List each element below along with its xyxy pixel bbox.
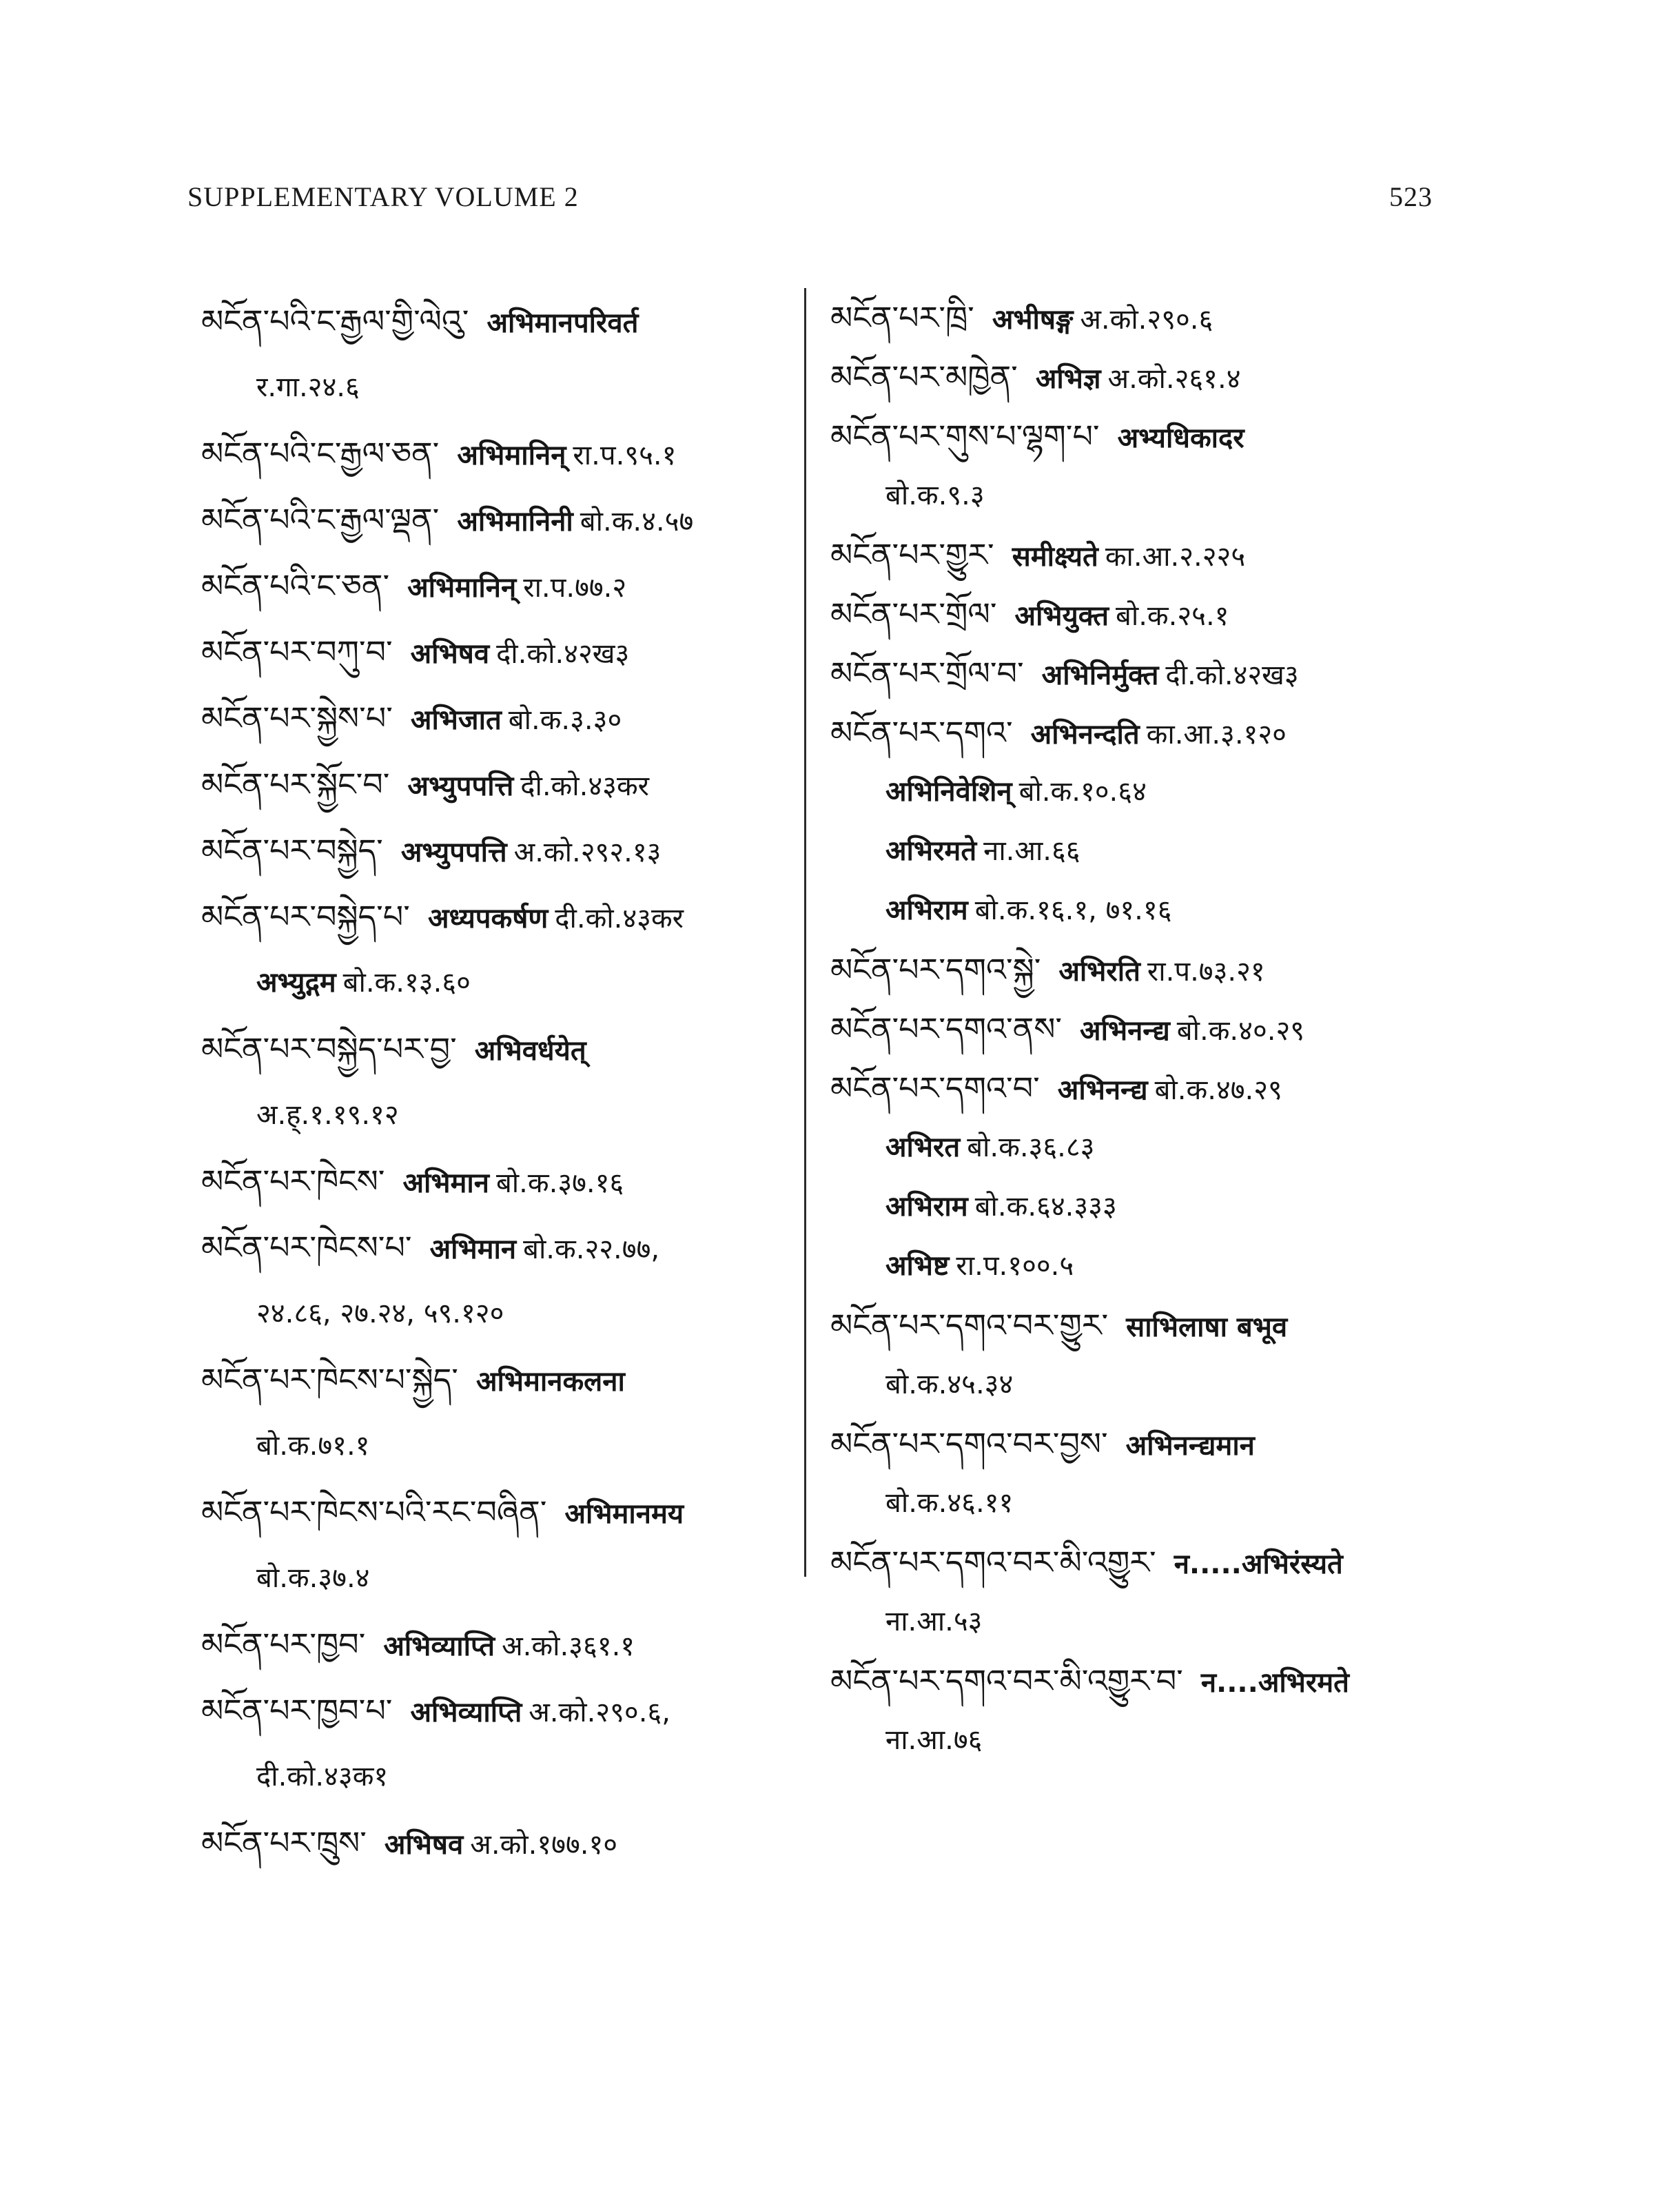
page-number: 523 <box>1389 181 1433 212</box>
source-reference: ना.आ.६६ <box>983 835 1080 867</box>
source-reference: बो.क.४६.११ <box>885 1487 1014 1519</box>
source-reference: अ.को.३६१.१ <box>502 1631 635 1662</box>
tibetan-headword: མངོན་པར་ཁེངས་པ་ <box>201 1229 412 1266</box>
sanskrit-equivalent: अभिनन्दति <box>1030 719 1140 750</box>
tibetan-headword: མངོན་པར་དགའ་བར་གྱུར་ <box>830 1307 1109 1344</box>
dictionary-entry <box>201 619 794 685</box>
source-reference: बो.क.३७.१६ <box>495 1167 624 1199</box>
sanskrit-equivalent: अभिषव <box>384 1829 464 1861</box>
tibetan-headword: མངོན་པར་གྲོལ་བ་ <box>830 655 1024 692</box>
tibetan-headword: མངོན་པར་བཀུ་བ་ <box>201 633 393 671</box>
sanskrit-equivalent: अभिराम <box>885 1191 968 1223</box>
source-reference: बो.क.४०.२९ <box>1176 1015 1305 1047</box>
tibetan-headword: མངོན་པར་ཁེངས་ <box>201 1163 385 1200</box>
sanskrit-equivalent: अभिमानकलना <box>475 1366 625 1398</box>
source-reference: दी.को.४३कर <box>555 903 684 934</box>
entry-continuation <box>830 1177 1423 1236</box>
tibetan-headword: མངོན་པར་གུས་པ་ལྷག་པ་ <box>830 418 1100 455</box>
entry-continuation <box>201 354 794 420</box>
tibetan-headword: མངོན་པར་དགའ་ནས་ <box>830 1010 1063 1048</box>
dictionary-entry <box>201 1016 794 1082</box>
sanskrit-equivalent: अभिमान <box>429 1234 517 1265</box>
tibetan-headword: མངོན་པར་ཁྲུས་ <box>201 1824 367 1861</box>
dictionary-entry <box>201 420 794 487</box>
tibetan-headword: མངོན་པར་དགའ་སྐྱེ་ <box>830 951 1041 988</box>
sanskrit-equivalent: अभ्युपपत्ति <box>400 837 507 868</box>
tibetan-headword: མངོན་པར་ཁྱབ་ <box>201 1626 366 1663</box>
entry-continuation <box>830 466 1423 525</box>
sanskrit-equivalent: अभिनिवेशिन् <box>885 776 1012 808</box>
sanskrit-equivalent: न....अभिरमते <box>1200 1667 1349 1699</box>
source-reference: अ.को.१७७.१० <box>470 1829 618 1861</box>
dictionary-entry <box>201 817 794 883</box>
source-reference: दी.को.४३क१ <box>256 1761 389 1792</box>
sanskrit-equivalent: अभिरति <box>1058 956 1140 988</box>
source-reference: अ.को.२९०.६, <box>529 1697 670 1728</box>
entry-continuation <box>830 1355 1423 1414</box>
sanskrit-equivalent: अभिमानपरिवर्त <box>486 307 639 339</box>
dictionary-entry <box>201 1677 794 1744</box>
tibetan-headword: མངོན་པར་སྐྱོང་བ་ <box>201 766 390 803</box>
dictionary-entry <box>201 1148 794 1214</box>
dictionary-entry <box>201 487 794 553</box>
dictionary-entry <box>201 1810 794 1876</box>
dictionary-entry <box>830 703 1423 762</box>
sanskrit-equivalent: अभिवर्धयेत् <box>474 1035 586 1067</box>
sanskrit-equivalent: अभिमानिन् <box>457 440 566 471</box>
sanskrit-equivalent: अभिषव <box>410 638 490 670</box>
entry-continuation <box>201 1545 794 1611</box>
dictionary-entry <box>201 553 794 619</box>
source-reference: दी.को.४२ख३ <box>1165 660 1299 691</box>
sanskrit-equivalent: अभिमानिनी <box>457 506 573 538</box>
source-reference: अ.ह्.१.१९.१२ <box>256 1099 399 1131</box>
source-reference: रा.प.१००.५ <box>956 1250 1074 1282</box>
tibetan-headword: མངོན་པའི་ང་རྒྱལ་གྱི་ལེའུ་ <box>201 303 469 340</box>
entry-continuation <box>201 1413 794 1479</box>
source-reference: बो.क.३७.४ <box>256 1562 370 1594</box>
tibetan-headword: མངོན་པར་དགའ་བར་བྱས་ <box>830 1425 1108 1462</box>
source-reference: रा.प.७३.२१ <box>1147 956 1265 988</box>
source-reference: का.आ.२.२२५ <box>1105 541 1246 573</box>
sanskrit-equivalent: अभिमान <box>402 1167 489 1199</box>
sanskrit-equivalent: अभिव्याप्ति <box>383 1631 495 1662</box>
dictionary-entry <box>830 1059 1423 1118</box>
entry-continuation <box>830 1710 1423 1770</box>
dictionary-entry <box>830 1296 1423 1355</box>
sanskrit-equivalent: न.....अभिरंस्यते <box>1174 1549 1343 1580</box>
source-reference: बो.क.९.३ <box>885 480 985 511</box>
sanskrit-equivalent: अभिनन्द्य <box>1057 1074 1148 1106</box>
source-reference: अ.को.२६१.४ <box>1107 363 1241 395</box>
sanskrit-equivalent: अभिनिर्मुक्त <box>1041 660 1159 691</box>
source-reference: बो.क.४५.३४ <box>885 1369 1014 1400</box>
sanskrit-equivalent: अभिरत <box>885 1132 961 1163</box>
source-reference: र.गा.२४.६ <box>256 371 360 403</box>
source-reference: का.आ.३.१२० <box>1146 719 1287 750</box>
source-reference: दी.को.४३कर <box>520 770 650 802</box>
source-reference: बो.क.२२.७७, <box>523 1234 660 1265</box>
dictionary-entry <box>201 1347 794 1413</box>
source-reference: ना.आ.७६ <box>885 1724 983 1756</box>
sanskrit-equivalent: अभिनन्द्य <box>1080 1015 1170 1047</box>
sanskrit-equivalent: अभिनन्द्यमान <box>1125 1430 1255 1462</box>
tibetan-headword: མངོན་པར་སྐྱེས་པ་ <box>201 699 393 737</box>
sanskrit-equivalent: अभिजात <box>410 704 502 736</box>
entry-continuation <box>830 1118 1423 1177</box>
entry-continuation <box>201 1082 794 1148</box>
sanskrit-equivalent: अध्यपकर्षण <box>427 903 549 934</box>
dictionary-entry <box>201 1214 794 1280</box>
tibetan-headword: མངོན་པར་གྲོལ་ <box>830 595 997 633</box>
entry-continuation <box>201 1280 794 1347</box>
tibetan-headword: མངོན་པར་དགའ་བར་མི་འགྱུར་ <box>830 1544 1156 1581</box>
dictionary-entry <box>830 644 1423 703</box>
right-column <box>830 288 1423 1770</box>
dictionary-entry <box>830 407 1423 466</box>
sanskrit-equivalent: अभियुक्त <box>1014 600 1109 632</box>
tibetan-headword: མངོན་པར་ཁེངས་པའི་རང་བཞིན་ <box>201 1493 547 1531</box>
sanskrit-equivalent: अभिराम <box>885 895 968 926</box>
dictionary-entry <box>201 1479 794 1545</box>
source-reference: बो.क.७१.१ <box>256 1430 370 1462</box>
tibetan-headword: མངོན་པར་ཁེངས་པ་སྐྱེད་ <box>201 1361 458 1398</box>
tibetan-headword: མངོན་པར་དགའ་བ་ <box>830 1070 1040 1107</box>
tibetan-headword: མངོན་པར་དགའ་བར་མི་འགྱུར་བ་ <box>830 1662 1183 1699</box>
sanskrit-equivalent: अभिव्याप्ति <box>410 1697 522 1728</box>
source-reference: अ.को.२९२.१३ <box>513 837 662 868</box>
sanskrit-equivalent: अभ्यधिकादर <box>1117 422 1244 454</box>
source-reference: बो.क.१६.१, ७१.१६ <box>974 895 1172 926</box>
source-reference: बो.क.३६.८३ <box>967 1132 1095 1163</box>
entry-continuation <box>201 1744 794 1810</box>
tibetan-headword: མངོན་པར་བསྐྱེད་པར་བྱ་ <box>201 1030 457 1067</box>
sanskrit-equivalent: अभिष्ट <box>885 1250 950 1282</box>
tibetan-headword: མངོན་པར་ཁྱབ་པ་ <box>201 1692 393 1729</box>
source-reference: बो.क.२५.१ <box>1116 600 1229 632</box>
source-reference: बो.क.१३.६० <box>342 967 471 999</box>
column-divider <box>804 288 806 1577</box>
entry-continuation <box>830 1473 1423 1533</box>
tibetan-headword: མངོན་པའི་ང་རྒྱལ་ལྡན་ <box>201 501 440 538</box>
sanskrit-equivalent: अभिमानिन् <box>407 572 517 604</box>
entry-continuation <box>830 1236 1423 1296</box>
entry-continuation <box>830 821 1423 881</box>
dictionary-entry <box>201 751 794 817</box>
source-reference: बो.क.१०.६४ <box>1018 776 1147 808</box>
source-reference: बो.क.६४.३३३ <box>974 1191 1117 1223</box>
dictionary-entry <box>830 940 1423 999</box>
tibetan-headword: མངོན་པར་མཁྱེན་ <box>830 358 1018 396</box>
dictionary-entry <box>830 999 1423 1059</box>
sanskrit-equivalent: अभिज्ञ <box>1035 363 1101 395</box>
sanskrit-equivalent: साभिलाषा बभूव <box>1126 1311 1288 1343</box>
running-head-title: SUPPLEMENTARY VOLUME 2 <box>187 181 579 212</box>
tibetan-headword: མངོན་པའི་ང་ཅན་ <box>201 567 390 604</box>
entry-continuation <box>830 881 1423 940</box>
entry-continuation <box>830 762 1423 821</box>
sanskrit-equivalent: अभ्युद्गम <box>256 967 336 999</box>
tibetan-headword: མངོན་པར་བསྐྱེད་ <box>201 832 383 869</box>
dictionary-entry <box>830 288 1423 347</box>
dictionary-entry <box>201 288 794 354</box>
source-reference: रा.प.९५.१ <box>573 440 677 471</box>
source-reference: दी.को.४२ख३ <box>496 638 630 670</box>
tibetan-headword: མངོན་པའི་ང་རྒྱལ་ཅན་ <box>201 435 440 472</box>
sanskrit-equivalent: अभिमानमय <box>564 1498 684 1530</box>
sanskrit-equivalent: समीक्ष्यते <box>1012 541 1098 573</box>
entry-continuation <box>201 950 794 1016</box>
dictionary-entry <box>201 1611 794 1677</box>
dictionary-entry <box>201 883 794 950</box>
source-reference: रा.प.७७.२ <box>523 572 627 604</box>
tibetan-headword: མངོན་པར་དགའ་ <box>830 714 1013 751</box>
source-reference: बो.क.४७.२९ <box>1154 1074 1282 1106</box>
sanskrit-equivalent: अभीषङ्ग <box>992 304 1074 336</box>
tibetan-headword: མངོན་པར་བསྐྱེད་པ་ <box>201 898 410 935</box>
dictionary-entry <box>830 347 1423 407</box>
left-column <box>201 288 794 1876</box>
dictionary-entry <box>201 685 794 751</box>
source-reference: अ.को.२९०.६ <box>1080 304 1213 336</box>
entry-continuation <box>830 1592 1423 1651</box>
sanskrit-equivalent: अभ्युपपत्ति <box>407 770 514 802</box>
dictionary-entry <box>830 1414 1423 1473</box>
tibetan-headword: མངོན་པར་ཁྲི་ <box>830 299 974 336</box>
source-reference: बो.क.४.५७ <box>580 506 694 538</box>
dictionary-entry <box>830 1651 1423 1710</box>
sanskrit-equivalent: अभिरमते <box>885 835 977 867</box>
tibetan-headword: མངོན་པར་གྱུར་ <box>830 536 994 573</box>
source-reference: २४.८६, २७.२४, ५९.१२० <box>256 1298 504 1329</box>
source-reference: ना.आ.५३ <box>885 1606 983 1637</box>
source-reference: बो.क.३.३० <box>508 704 622 736</box>
dictionary-entry <box>830 1533 1423 1592</box>
dictionary-entry <box>830 525 1423 584</box>
dictionary-entry <box>830 584 1423 644</box>
